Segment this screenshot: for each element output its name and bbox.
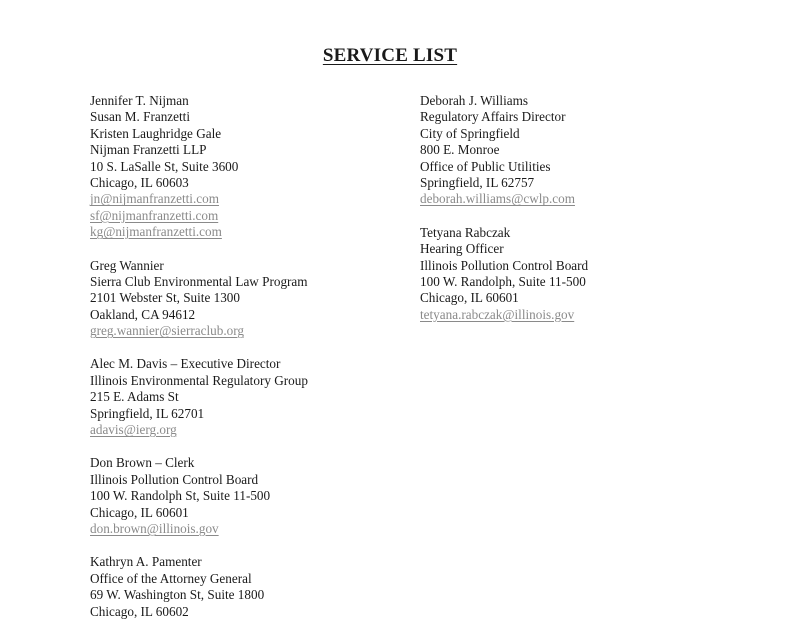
service-entry	[90, 554, 410, 620]
email-link[interactable]: don.brown@illinois.gov	[90, 520, 219, 536]
service-entry	[90, 258, 410, 340]
address-line: Office of the Attorney General	[90, 570, 252, 586]
email-line	[90, 224, 410, 240]
service-entry	[420, 225, 720, 323]
service-entry	[420, 93, 720, 208]
address-line: City of Springfield	[420, 125, 520, 141]
address-line: 2101 Webster St, Suite 1300	[90, 290, 240, 306]
address-line: Hearing Officer	[420, 241, 504, 257]
contact-name: Jennifer T. Nijman	[90, 93, 189, 108]
address-line: 100 W. Randolph, Suite 11-500	[420, 273, 586, 289]
contact-name: Don Brown – Clerk	[90, 455, 195, 471]
address-line: Sierra Club Environmental Law Program	[90, 273, 308, 289]
email-link[interactable]: deborah.williams@cwlp.com	[420, 191, 575, 207]
address-line: Office of Public Utilities	[420, 158, 551, 174]
left-column	[90, 93, 410, 637]
service-entry	[90, 93, 410, 241]
address-line: Springfield, IL 62757	[420, 174, 535, 190]
service-entry	[90, 356, 410, 438]
contact-name: Deborah J. Williams	[420, 93, 529, 108]
contact-name: Kathryn A. Pamenter	[90, 554, 202, 570]
contact-name: Tetyana Rabczak	[420, 224, 511, 240]
address-line: Kristen Laughridge Gale	[90, 125, 222, 141]
email-link[interactable]: kg@nijmanfranzetti.com	[90, 224, 222, 240]
email-line	[90, 323, 410, 339]
email-link[interactable]: adavis@ierg.org	[90, 422, 177, 438]
address-line: 215 E. Adams St	[90, 389, 179, 405]
contact-name: Alec M. Davis – Executive Director	[90, 356, 281, 372]
address-line: Susan M. Franzetti	[90, 109, 190, 125]
address-line: Oakland, CA 94612	[90, 306, 196, 322]
address-line: Illinois Pollution Control Board	[90, 471, 259, 487]
right-column	[420, 93, 720, 340]
email-line	[420, 191, 720, 207]
email-line	[420, 307, 720, 323]
email-line	[90, 422, 410, 438]
address-line: 800 E. Monroe	[420, 142, 500, 158]
address-line: Chicago, IL 60601	[420, 290, 519, 306]
address-line: Nijman Franzetti LLP	[90, 142, 207, 158]
email-link[interactable]: sf@nijmanfranzetti.com	[90, 207, 219, 223]
address-line: Regulatory Affairs Director	[420, 109, 566, 125]
email-line	[90, 208, 410, 224]
address-line: Chicago, IL 60601	[90, 504, 189, 520]
service-entry	[90, 455, 410, 537]
email-line	[90, 191, 410, 207]
email-line	[90, 521, 410, 537]
address-line: Chicago, IL 60602	[90, 603, 189, 619]
email-link[interactable]: jn@nijmanfranzetti.com	[90, 191, 219, 207]
address-line: Chicago, IL 60603	[90, 174, 189, 190]
address-line: 69 W. Washington St, Suite 1800	[90, 587, 265, 603]
email-link[interactable]: tetyana.rabczak@illinois.gov	[420, 306, 575, 322]
address-line: Illinois Pollution Control Board	[420, 257, 589, 273]
address-line: Springfield, IL 62701	[90, 405, 205, 421]
address-line: 100 W. Randolph St, Suite 11-500	[90, 488, 271, 504]
address-line: Illinois Environmental Regulatory Group	[90, 372, 308, 388]
page-title: SERVICE LIST	[322, 45, 458, 66]
contact-name: Greg Wannier	[90, 257, 164, 273]
address-line: 10 S. LaSalle St, Suite 3600	[90, 158, 239, 174]
email-link[interactable]: greg.wannier@sierraclub.org	[90, 323, 244, 339]
